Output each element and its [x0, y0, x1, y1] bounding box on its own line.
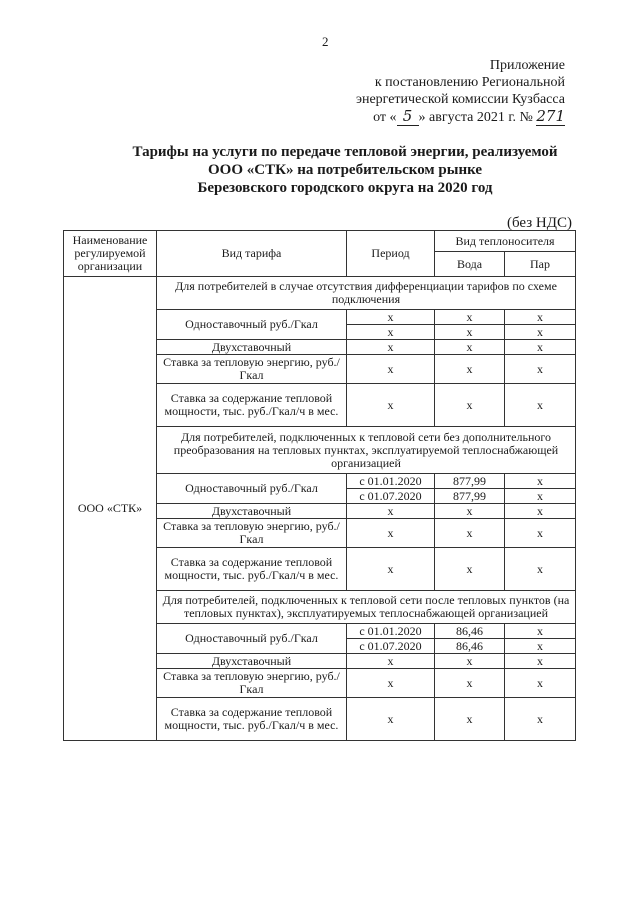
energy-rate-label: Ставка за тепловую энергию, руб./Гкал: [157, 519, 347, 548]
period-cell: х: [347, 355, 435, 384]
steam-cell: х: [505, 639, 576, 654]
one-part-label: Одноставочный руб./Гкал: [157, 474, 347, 504]
date-suffix: » августа 2021 г. №: [418, 110, 533, 125]
header-steam: Пар: [505, 252, 576, 277]
steam-cell: х: [505, 519, 576, 548]
period-cell: х: [347, 310, 435, 325]
header-carrier: Вид теплоносителя: [435, 231, 576, 252]
water-cell: х: [435, 654, 505, 669]
water-cell: 86,46: [435, 624, 505, 639]
water-cell: х: [435, 504, 505, 519]
tariff-table: [63, 230, 576, 741]
capacity-rate-label: Ставка за содержание тепловой мощности, тыс. руб./Гкал/ч в мес.: [157, 384, 347, 427]
appendix-title: Приложение: [489, 58, 565, 73]
steam-cell: х: [505, 474, 576, 489]
steam-cell: х: [505, 325, 576, 340]
water-cell: х: [435, 355, 505, 384]
energy-rate-label: Ставка за тепловую энергию, руб./Гкал: [157, 355, 347, 384]
title-line: ООО «СТК» на потребительском рынке: [207, 162, 483, 178]
period-cell: х: [347, 654, 435, 669]
title-line: Березовского городского округа на 2020 год: [197, 180, 493, 196]
steam-cell: х: [505, 698, 576, 741]
period-cell: х: [347, 340, 435, 355]
document-title: [120, 143, 570, 197]
steam-cell: х: [505, 355, 576, 384]
water-cell: 877,99: [435, 474, 505, 489]
header-water: Вода: [435, 252, 505, 277]
steam-cell: х: [505, 489, 576, 504]
water-cell: х: [435, 669, 505, 698]
water-cell: х: [435, 548, 505, 591]
title-line: Тарифы на услуги по передаче тепловой энергии, реализуемой: [132, 144, 558, 160]
appendix-date: [325, 108, 565, 126]
steam-cell: х: [505, 669, 576, 698]
capacity-rate-label: Ставка за содержание тепловой мощности, тыс. руб./Гкал/ч в мес.: [157, 698, 347, 741]
period-cell: х: [347, 519, 435, 548]
period-cell: х: [347, 698, 435, 741]
period-cell: х: [347, 384, 435, 427]
water-cell: х: [435, 325, 505, 340]
period-cell: с 01.07.2020: [347, 639, 435, 654]
water-cell: х: [435, 310, 505, 325]
steam-cell: х: [505, 504, 576, 519]
period-cell: х: [347, 548, 435, 591]
period-cell: с 01.07.2020: [347, 489, 435, 504]
one-part-label: Одноставочный руб./Гкал: [157, 624, 347, 654]
org-name: ООО «СТК»: [64, 277, 157, 741]
resolution-number: 271: [536, 107, 565, 125]
steam-cell: х: [505, 624, 576, 639]
appendix-line: к постановлению Региональной: [374, 75, 565, 90]
two-part-label: Двухставочный: [157, 340, 347, 355]
appendix-line: энергетической комиссии Кузбасса: [355, 92, 565, 107]
appendix-block: [325, 57, 565, 126]
period-cell: х: [347, 669, 435, 698]
steam-cell: х: [505, 384, 576, 427]
water-cell: 86,46: [435, 639, 505, 654]
steam-cell: х: [505, 310, 576, 325]
water-cell: х: [435, 519, 505, 548]
section-heading: Для потребителей в случае отсутствия дифференциации тарифов по схеме подключения: [157, 277, 576, 310]
header-org: Наименование регулируемой организации: [64, 231, 157, 277]
period-cell: х: [347, 504, 435, 519]
capacity-rate-label: Ставка за содержание тепловой мощности, тыс. руб./Гкал/ч в мес.: [157, 548, 347, 591]
two-part-label: Двухставочный: [157, 654, 347, 669]
vat-note: (без НДС): [506, 215, 572, 231]
date-day: 5: [397, 108, 419, 126]
date-prefix: от «: [373, 110, 397, 125]
page-number: 2: [322, 34, 329, 49]
period-cell: х: [347, 325, 435, 340]
water-cell: х: [435, 698, 505, 741]
section-heading: Для потребителей, подключенных к тепловой сети после тепловых пунктов (на тепловых пунктах), эксплуатируемых теплоснабжающей организацией: [157, 591, 576, 624]
header-period: Период: [347, 231, 435, 277]
section-heading: Для потребителей, подключенных к тепловой сети без дополнительного преобразования на тепловых пунктах, эксплуатируемой теплоснабжающей организацией: [157, 427, 576, 474]
header-tariff-type: Вид тарифа: [157, 231, 347, 277]
two-part-label: Двухставочный: [157, 504, 347, 519]
steam-cell: х: [505, 654, 576, 669]
water-cell: 877,99: [435, 489, 505, 504]
steam-cell: х: [505, 340, 576, 355]
water-cell: х: [435, 384, 505, 427]
steam-cell: х: [505, 548, 576, 591]
energy-rate-label: Ставка за тепловую энергию, руб./Гкал: [157, 669, 347, 698]
period-cell: с 01.01.2020: [347, 474, 435, 489]
water-cell: х: [435, 340, 505, 355]
one-part-label: Одноставочный руб./Гкал: [157, 310, 347, 340]
period-cell: с 01.01.2020: [347, 624, 435, 639]
